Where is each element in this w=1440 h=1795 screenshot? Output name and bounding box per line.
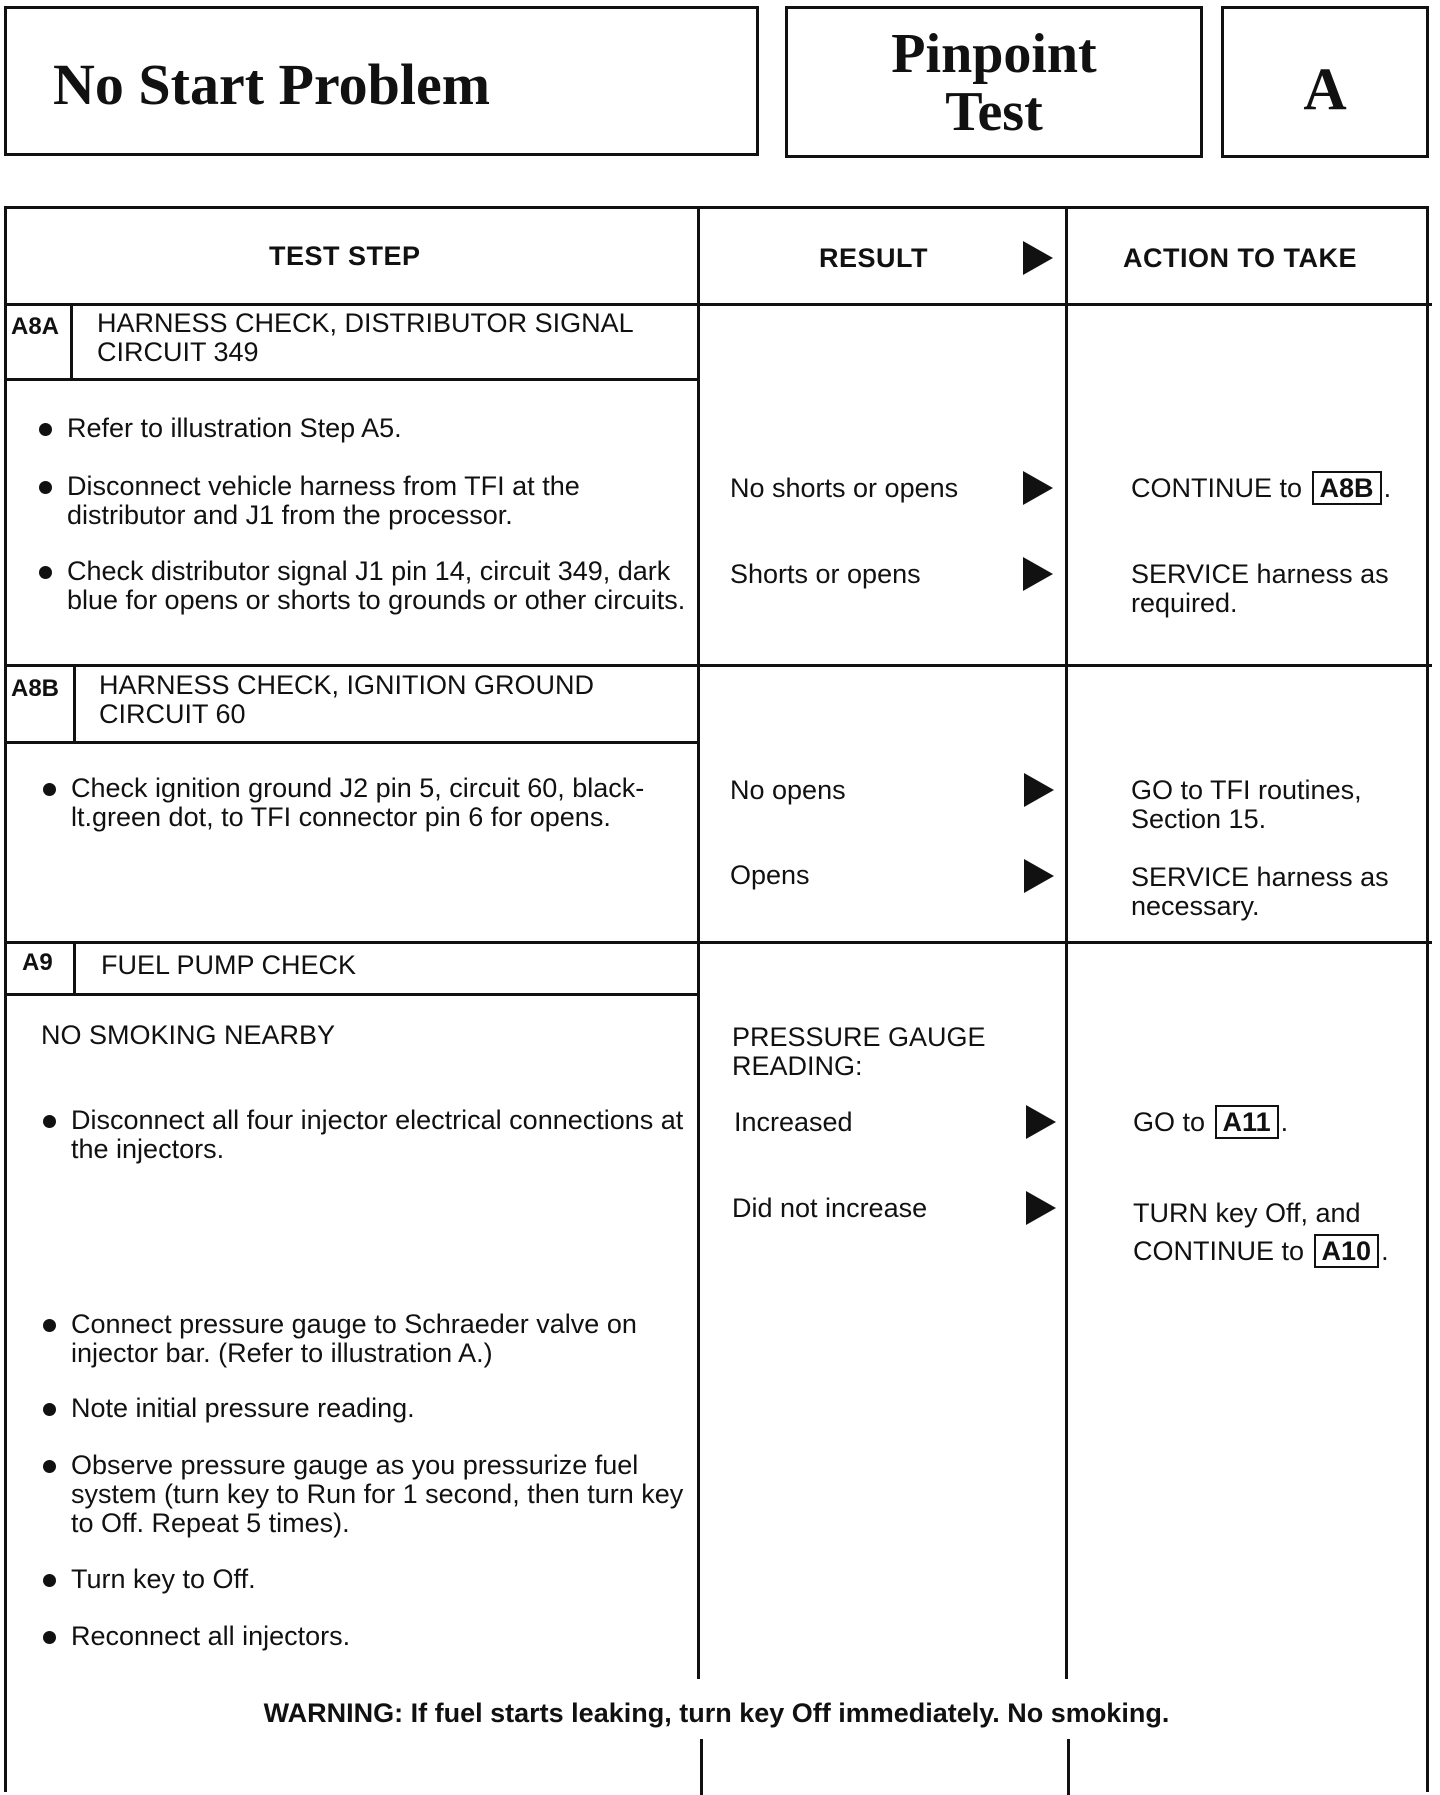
action-suffix: . — [1381, 1236, 1389, 1266]
list-item: Turn key to Off. — [43, 1565, 701, 1594]
step-title-line2: CIRCUIT 349 — [97, 337, 259, 367]
result-arrow-icon — [1023, 557, 1053, 591]
step-title-line2: CIRCUIT 60 — [99, 699, 246, 729]
result-text: Did not increase — [732, 1193, 928, 1223]
action-text — [1131, 471, 1391, 505]
list-item: Check ignition ground J2 pin 5, circuit 60, black-lt.green dot, to TFI connector pin 6 for opens. — [43, 774, 691, 832]
column-header-result: RESULT — [819, 243, 928, 273]
step-title-divider — [7, 993, 700, 996]
list-item: Disconnect vehicle harness from TFI at the distributor and J1 from the processor. — [39, 472, 687, 530]
list-item: Refer to illustration Step A5. — [39, 414, 687, 443]
column-divider-1-bottom — [700, 1739, 703, 1795]
result-arrow-icon — [1024, 859, 1054, 893]
pinpoint-test-label — [788, 25, 1200, 141]
action-prefix: GO to — [1133, 1107, 1206, 1137]
step-code: A9 — [22, 949, 53, 976]
action-text: SERVICE harness as required. — [1131, 559, 1389, 618]
pinpoint-test-box — [785, 6, 1203, 158]
action-line1: TURN key Off, and — [1133, 1198, 1361, 1228]
result-arrow-icon — [1024, 773, 1054, 807]
step-title: FUEL PUMP CHECK — [101, 950, 357, 980]
list-item: Connect pressure gauge to Schraeder valve on injector bar. (Refer to illustration A.) — [43, 1310, 701, 1368]
action-prefix: CONTINUE to — [1131, 473, 1303, 503]
result-arrow-icon — [1023, 471, 1053, 505]
step-code-divider — [73, 664, 76, 741]
step-title-divider — [7, 741, 697, 744]
step-code: A8A — [11, 313, 60, 340]
list-item: Check distributor signal J1 pin 14, circuit 349, dark blue for opens or shorts to grounds or other circuits. — [39, 557, 687, 615]
result-text: Opens — [730, 860, 810, 890]
step-reference-a8b[interactable]: A8B — [1312, 471, 1382, 505]
action-suffix: . — [1383, 473, 1392, 503]
result-text: No opens — [730, 775, 846, 805]
result-text: Increased — [734, 1107, 853, 1137]
step-title-line1: HARNESS CHECK, IGNITION GROUND — [99, 670, 595, 700]
result-arrow-icon — [1026, 1191, 1056, 1225]
column-divider-2-bottom — [1067, 1739, 1070, 1795]
step-intro: NO SMOKING NEARBY — [41, 1020, 336, 1050]
result-text: Shorts or opens — [730, 559, 921, 589]
action-suffix: . — [1280, 1107, 1289, 1137]
step-title — [97, 309, 634, 367]
list-item: Disconnect all four injector electrical connections at the injectors. — [43, 1106, 691, 1164]
action-line2 — [1133, 1232, 1389, 1270]
step-reference-a11[interactable]: A11 — [1215, 1105, 1279, 1139]
pinpoint-line2: Test — [945, 81, 1043, 143]
step-code-divider — [73, 941, 76, 993]
step-code: A8B — [11, 675, 60, 702]
header-row-divider — [7, 303, 1432, 306]
result-header-arrow-icon — [1023, 241, 1053, 275]
step-divider — [7, 941, 1432, 944]
step-title-divider — [7, 378, 697, 381]
pinpoint-line1: Pinpoint — [891, 23, 1097, 85]
column-header-test-step: TEST STEP — [269, 241, 421, 271]
step-title-line1: HARNESS CHECK, DISTRIBUTOR SIGNAL — [97, 308, 634, 338]
pinpoint-table — [4, 206, 1429, 1792]
warning-text: WARNING: If fuel starts leaking, turn key Off immediately. No smoking. — [263, 1698, 1170, 1728]
list-item: Observe pressure gauge as you pressurize fuel system (turn key to Run for 1 second, then turn key to Off. Repeat 5 times). — [43, 1451, 701, 1538]
step-divider — [7, 664, 1432, 667]
result-heading: PRESSURE GAUGE READING: — [732, 1022, 986, 1081]
action-text: GO to TFI routines, Section 15. — [1131, 775, 1362, 834]
action-prefix: CONTINUE to — [1133, 1236, 1305, 1266]
result-text: No shorts or opens — [730, 473, 959, 503]
column-header-action: ACTION TO TAKE — [1123, 243, 1357, 273]
page-title: No Start Problem — [53, 52, 491, 117]
action-text: SERVICE harness as necessary. — [1131, 862, 1389, 921]
list-item: Note initial pressure reading. — [43, 1394, 701, 1423]
step-reference-a10[interactable]: A10 — [1314, 1234, 1380, 1268]
action-text — [1133, 1194, 1389, 1270]
result-arrow-icon — [1026, 1105, 1056, 1139]
test-letter-box — [1221, 6, 1429, 158]
step-code-divider — [70, 303, 73, 378]
action-text — [1133, 1105, 1288, 1139]
title-box — [4, 6, 759, 156]
test-letter: A — [1303, 56, 1347, 122]
column-divider-2 — [1065, 209, 1068, 1679]
step-title — [99, 671, 594, 729]
list-item: Reconnect all injectors. — [43, 1622, 701, 1651]
